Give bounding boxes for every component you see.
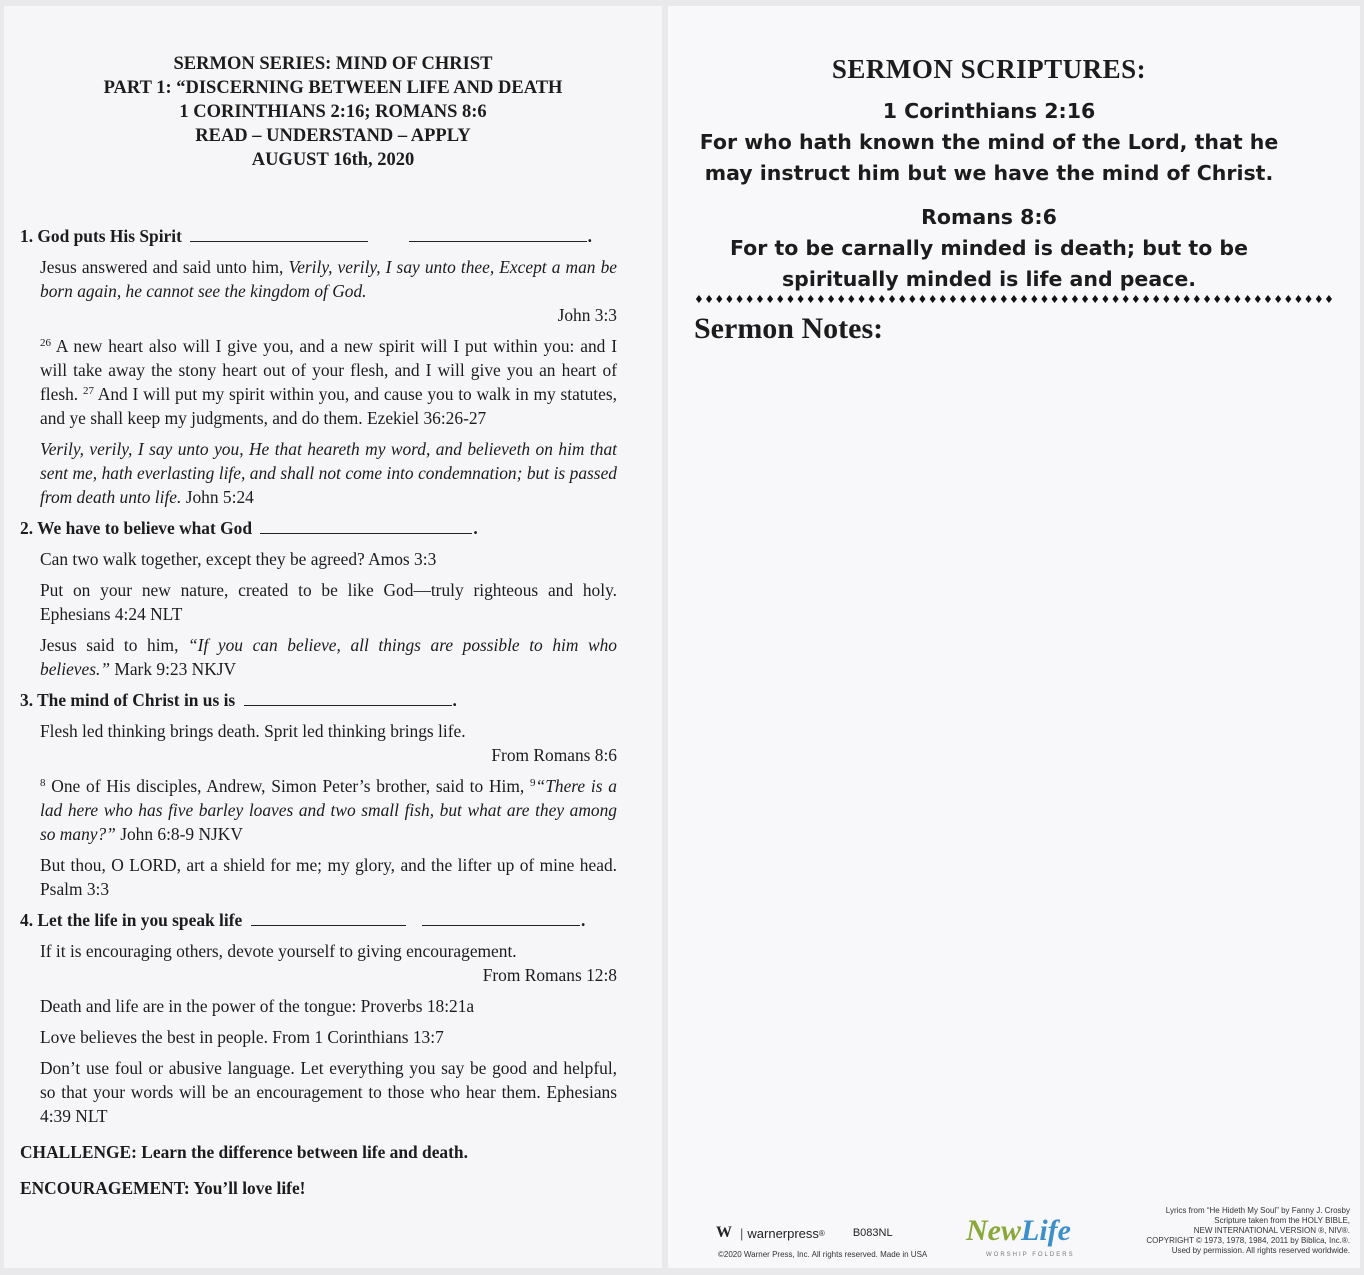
credit-line: NEW INTERNATIONAL VERSION ®, NIV®. bbox=[1193, 1226, 1350, 1235]
credit-line: COPYRIGHT © 1973, 1978, 1984, 2011 by Biblica, Inc.®. bbox=[1146, 1236, 1350, 1245]
scripture-paragraph bbox=[40, 334, 617, 430]
credit-line: Lyrics from “He Hideth My Soul” by Fanny J. Crosby bbox=[1165, 1206, 1350, 1215]
scripture-text: , art a shield for me; my glory, and the lifter up of mine head. Psalm 3:3 bbox=[40, 855, 617, 899]
scripture-verse-line: may instruct him but we have the mind of Christ. bbox=[704, 161, 1274, 185]
scripture-text: If it is encouraging others, devote yourself to giving encouragement. bbox=[40, 941, 517, 961]
scripture-paragraph: Love believes the best in people. From 1 Corinthians 13:7 bbox=[40, 1027, 444, 1047]
credit-line: Scripture taken from the HOLY BIBLE, bbox=[1214, 1216, 1350, 1225]
sermon-outline bbox=[20, 224, 617, 1200]
scriptures-title: SERMON SCRIPTURES: bbox=[831, 54, 1147, 84]
header-line: PART 1: “DISCERNING BETWEEN LIFE AND DEATH bbox=[103, 78, 563, 98]
scripture-quote: Verily, verily, I say unto thee, Except a man be born again, he cannot see the kingdom of God. bbox=[40, 257, 617, 301]
challenge-statement: CHALLENGE: Learn the difference between life and death. bbox=[20, 1142, 468, 1162]
scripture-verse-line: spiritually minded is life and peace. bbox=[781, 267, 1197, 291]
scripture-text: But thou, O L bbox=[40, 855, 140, 875]
scripture-paragraph bbox=[40, 719, 617, 767]
scripture-ref: John 3:3 bbox=[557, 305, 617, 325]
sermon-header bbox=[4, 52, 662, 172]
fill-blank bbox=[190, 225, 368, 242]
newlife-logo bbox=[966, 1214, 1071, 1248]
scripture-quote: “If you can believe, all things are possible to him who believes.” bbox=[40, 635, 617, 679]
scripture-paragraph bbox=[40, 437, 617, 509]
scripture-ref: 1 Corinthians 2:16 bbox=[882, 99, 1096, 123]
newlife-tagline: WORSHIP FOLDERS bbox=[986, 1252, 1075, 1258]
scripture-quote: Verily, verily, I say unto you, He that heareth my word, and believeth on him that sent me, hath everlasting life, and shall not come into condemnation; but is passed from death unto life. bbox=[40, 439, 617, 507]
scripture-verse-line: For who hath known the mind of the Lord, that he bbox=[699, 130, 1279, 154]
fill-blank bbox=[422, 909, 580, 926]
diamond-divider: ♦♦♦♦♦♦♦♦♦♦♦♦♦♦♦♦♦♦♦♦♦♦♦♦♦♦♦♦♦♦♦♦♦♦♦♦♦♦♦♦♦♦♦♦♦♦♦♦♦♦♦♦♦♦♦♦♦♦♦♦♦♦♦ bbox=[694, 293, 1335, 306]
scripture-paragraph bbox=[40, 774, 617, 846]
scripture-paragraph: Death and life are in the power of the tongue: Proverbs 18:21a bbox=[40, 996, 475, 1016]
encouragement-statement: ENCOURAGEMENT: You’ll love life! bbox=[20, 1178, 306, 1198]
trademark: ® bbox=[818, 1228, 825, 1238]
fill-blank bbox=[251, 909, 406, 926]
scripture-text: And I will put my spirit within you, and cause you to walk in my statutes, and ye shall keep my judgments, and do them. Ezekiel 36:26-27 bbox=[40, 384, 617, 428]
point-2-heading bbox=[20, 516, 617, 540]
header-line: 1 CORINTHIANS 2:16; ROMANS 8:6 bbox=[179, 102, 487, 122]
scripture-text: A new heart also will I give you, and a new spirit will I put within you: and I will take away the stony heart out of your flesh, and I will give you an heart of flesh. bbox=[40, 336, 617, 404]
fill-blank bbox=[244, 689, 452, 706]
scripture-text: ORD bbox=[139, 855, 177, 875]
copyright-notice: ©2020 Warner Press, Inc. All rights reserved. Made in USA bbox=[718, 1250, 928, 1259]
scripture-ref: John 5:24 bbox=[181, 487, 254, 507]
scripture-ref: From Romans 8:6 bbox=[491, 745, 617, 765]
logo-text: Life bbox=[1021, 1214, 1071, 1247]
scripture-text: Jesus said to him, bbox=[40, 635, 189, 655]
verse-number: 9 bbox=[530, 777, 536, 789]
credit-line: Used by permission. All rights reserved worldwide. bbox=[1171, 1246, 1350, 1255]
period: . bbox=[580, 910, 586, 930]
point-title: 1. God puts His Spirit bbox=[20, 226, 182, 246]
scripture-ref: Mark 9:23 NKJV bbox=[110, 659, 237, 679]
logo-text: New bbox=[966, 1214, 1021, 1247]
fill-blank bbox=[260, 517, 472, 534]
scripture-paragraph bbox=[40, 633, 617, 681]
warner-w-logo: W bbox=[716, 1224, 732, 1241]
verse-number: 26 bbox=[40, 337, 51, 349]
publisher-logo bbox=[716, 1224, 893, 1242]
fill-blank bbox=[409, 225, 587, 242]
period: . bbox=[452, 690, 457, 710]
sermon-notes-title: Sermon Notes: bbox=[694, 312, 884, 345]
verse-number: 27 bbox=[82, 385, 94, 397]
scripture-quote: “There is a lad here who has five barley loaves and two small fish, but what are they among so many?” bbox=[40, 776, 617, 844]
scripture-text: Jesus answered and said unto him, bbox=[40, 257, 289, 277]
publisher-name: warnerpress bbox=[747, 1225, 819, 1241]
point-title: 4. Let the life in you speak life bbox=[20, 910, 243, 930]
product-code: B083NL bbox=[852, 1227, 893, 1239]
point-title: 3. The mind of Christ in us is bbox=[20, 690, 236, 710]
scripture-paragraph: Don’t use foul or abusive language. Let everything you say be good and helpful, so that your words will be an encouragement to those who hear them. Ephesians 4:39 NLT bbox=[40, 1058, 617, 1126]
scripture-text: Flesh led thinking brings death. Sprit led thinking brings life. bbox=[40, 721, 466, 741]
point-title: 2. We have to believe what God bbox=[20, 518, 253, 538]
credits-block bbox=[1120, 1206, 1350, 1256]
scripture-ref: Romans 8:6 bbox=[921, 205, 1057, 229]
header-line: AUGUST 16th, 2020 bbox=[251, 150, 415, 170]
point-3-heading bbox=[20, 688, 617, 712]
scripture-paragraph bbox=[40, 939, 617, 987]
header-line: SERMON SERIES: MIND OF CHRIST bbox=[173, 54, 493, 74]
left-panel bbox=[4, 6, 662, 1268]
verse-number: 8 bbox=[40, 777, 46, 789]
scripture-verse-line: For to be carnally minded is death; but to be bbox=[730, 236, 1248, 260]
scripture-paragraph bbox=[40, 255, 617, 327]
scripture-paragraph bbox=[40, 853, 617, 901]
scripture-ref: From Romans 12:8 bbox=[482, 965, 617, 985]
point-4-heading bbox=[20, 908, 617, 932]
point-1-heading bbox=[20, 224, 617, 248]
scripture-ref: John 6:8-9 NJKV bbox=[115, 824, 243, 844]
header-line: READ – UNDERSTAND – APPLY bbox=[195, 126, 471, 146]
logo-separator: | bbox=[740, 1225, 744, 1241]
period: . bbox=[587, 226, 592, 246]
period: . bbox=[473, 518, 478, 538]
right-panel bbox=[668, 6, 1360, 1268]
scripture-paragraph: Can two walk together, except they be agreed? Amos 3:3 bbox=[40, 549, 437, 569]
scripture-paragraph: Put on your new nature, created to be like God—truly righteous and holy. Ephesians 4:24 NLT bbox=[40, 580, 617, 624]
scripture-text: One of His disciples, Andrew, Simon Peter’s brother, said to Him, bbox=[45, 776, 531, 796]
